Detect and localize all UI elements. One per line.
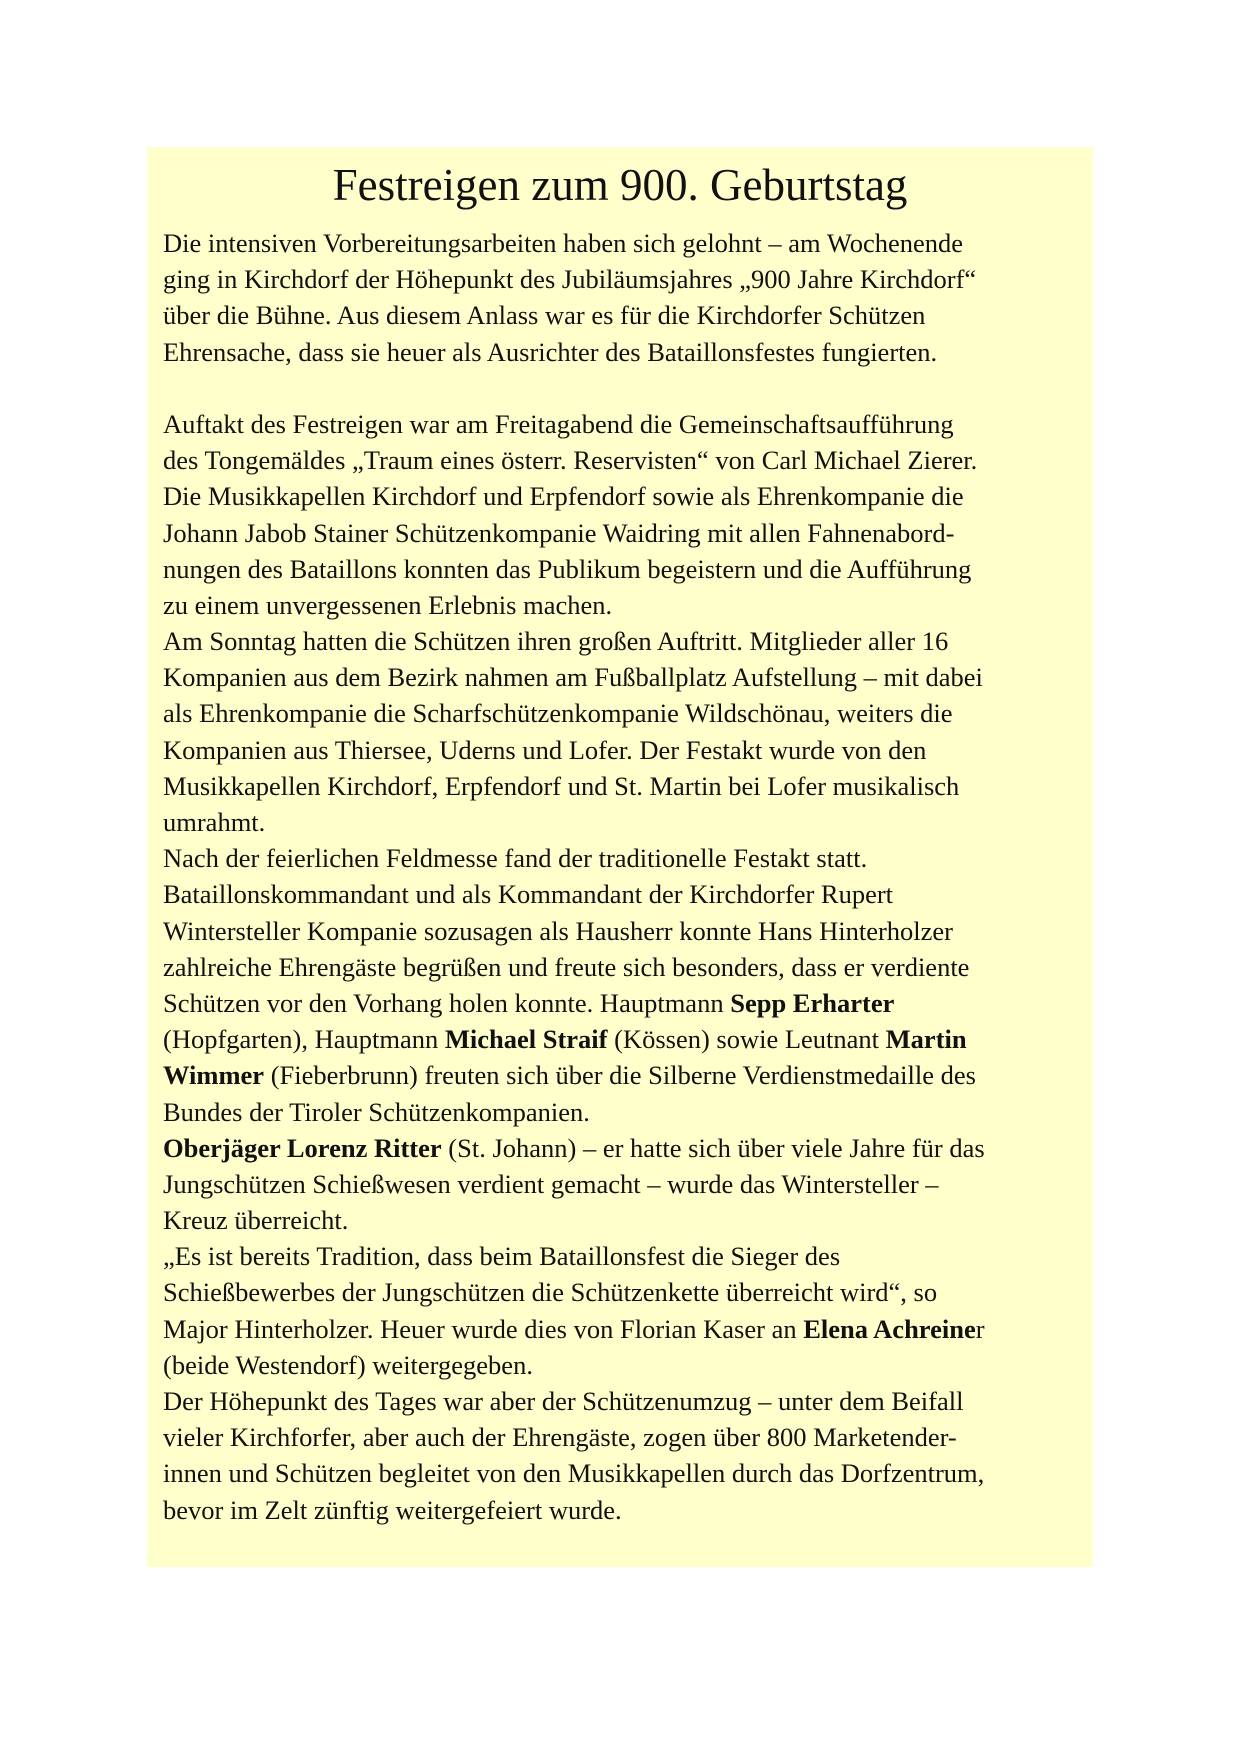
text-line [163,768,1093,804]
text-segment: nungen des Bataillons konnten das Publikum begeistern und die Aufführung [163,553,972,584]
text-line [163,442,1093,478]
text-line [163,659,1093,695]
text-line [163,1057,1093,1093]
text-line [163,261,1093,297]
text-segment: Musikkapellen Kirchdorf, Erpfendorf und St. Martin bei Lofer musikalisch [163,770,960,801]
text-segment: ging in Kirchdorf der Höhepunkt des Jubiläumsjahres „900 Jahre Kirchdorf“ [163,264,977,295]
text-line [163,1347,1093,1383]
text-segment: Kompanien aus dem Bezirk nahmen am Fußballplatz Aufstellung – mit dabei [163,662,983,693]
text-line [163,334,1093,370]
text-segment: vieler Kirchforfer, aber auch der Ehrengäste, zogen über 800 Marketender- [163,1422,957,1453]
text-segment: umrahmt. [163,807,266,837]
text-segment: (St. Johann) – er hatte sich über viele Jahre für das [441,1132,985,1163]
text-segment: Nach der feierlichen Feldmesse fand der traditionelle Festakt statt. [163,843,868,874]
text-line [163,840,1093,876]
text-line [163,587,1093,623]
text-line [163,297,1093,333]
text-line [163,876,1093,912]
text-line [163,1311,1093,1347]
text-line [163,1166,1093,1202]
text-segment: Am Sonntag hatten die Schützen ihren großen Auftritt. Mitglieder aller 16 [163,626,949,657]
text-segment: Jungschützen Schießwesen verdient gemacht – wurde das Wintersteller – [163,1168,939,1199]
text-line [163,406,1093,442]
text-line [163,478,1093,514]
text-segment: Auftakt des Festreigen war am Freitagabend die Gemeinschaftsaufführung [163,408,954,439]
text-segment: innen und Schützen begleitet von den Musikkapellen durch das Dorfzentrum, [163,1458,985,1489]
text-line [163,551,1093,587]
text-segment: „Es ist bereits Tradition, dass beim Bataillonsfest die Sieger des [163,1241,841,1272]
text-segment: (beide Westendorf) weitergegeben. [163,1349,533,1380]
text-segment: bevor im Zelt zünftig weitergefeiert wurde. [163,1494,622,1525]
text-segment: r [975,1313,985,1344]
text-line [163,804,1093,840]
text-segment: Kreuz überreicht. [163,1205,349,1236]
text-segment: Bataillonskommandant und als Kommandant der Kirchdorfer Rupert [163,879,894,910]
text-line [163,1383,1093,1419]
text-segment: Ehrensache, dass sie heuer als Ausrichter des Bataillonsfestes fungierten. [163,336,938,367]
text-line [163,695,1093,731]
text-line [163,1130,1093,1166]
bold-name: Oberjäger Lorenz Ritter [163,1132,442,1163]
text-segment: Major Hinterholzer. Heuer wurde dies von Florian Kaser an [163,1313,804,1344]
text-segment: Schießbewerbes der Jungschützen die Schützenkette überreicht wird“, so [163,1277,938,1308]
text-segment: Die Musikkapellen Kirchdorf und Erpfendorf sowie als Ehrenkompanie die [163,481,964,512]
text-line [163,1094,1093,1130]
text-line [163,623,1093,659]
text-line [163,949,1093,985]
bold-name: Michael Straif [444,1024,608,1055]
text-segment: zahlreiche Ehrengäste begrüßen und freute sich besonders, dass er verdiente [163,951,970,982]
article-title: Festreigen zum 900. Geburtstag [332,160,908,210]
text-segment: (Kössen) sowie Leutnant [607,1024,886,1055]
text-line [163,913,1093,949]
text-line [163,225,1093,261]
text-line [163,1455,1093,1491]
text-segment: über die Bühne. Aus diesem Anlass war es für die Kirchdorfer Schützen [163,300,926,331]
text-segment: Wintersteller Kompanie sozusagen als Hausherr konnte Hans Hinterholzer [163,915,953,946]
text-segment: (Hopfgarten), Hauptmann [163,1024,445,1055]
text-line [163,1202,1093,1238]
text-line [163,985,1093,1021]
text-line [163,1419,1093,1455]
bold-name: Martin [885,1024,967,1055]
text-line [163,1492,1093,1528]
text-segment: Bundes der Tiroler Schützenkompanien. [163,1096,590,1127]
text-segment: Der Höhepunkt des Tages war aber der Schützenumzug – unter dem Beifall [163,1386,964,1416]
bold-name: Sepp Erharter [730,987,895,1018]
text-segment: zu einem unvergessenen Erlebnis machen. [163,589,613,620]
text-line [163,1021,1093,1057]
text-line [163,732,1093,768]
bold-name: Wimmer [163,1060,265,1091]
text-segment: Schützen vor den Vorhang holen konnte. Hauptmann [163,987,731,1018]
text-segment: (Fieberbrunn) freuten sich über die Silberne Verdienstmedaille des [264,1060,976,1091]
text-segment: des Tongemäldes „Traum eines österr. Reservisten“ von Carl Michael Zierer. [163,445,978,476]
text-segment: als Ehrenkompanie die Scharfschützenkompanie Wildschönau, weiters die [163,698,953,729]
text-segment: Die intensiven Vorbereitungsarbeiten haben sich gelohnt – am Wochenende [163,228,964,258]
text-line [163,515,1093,551]
text-segment: Kompanien aus Thiersee, Uderns und Lofer. Der Festakt wurde von den [163,734,927,765]
text-line [163,1238,1093,1274]
paragraph-spacer [163,370,1093,406]
text-segment: Johann Jabob Stainer Schützenkompanie Waidring mit allen Fahnenabord- [163,517,955,548]
text-line [163,1274,1093,1310]
bold-name: Elena Achreine [803,1313,976,1344]
article-body [163,225,1093,1528]
article-box [147,147,1093,1567]
